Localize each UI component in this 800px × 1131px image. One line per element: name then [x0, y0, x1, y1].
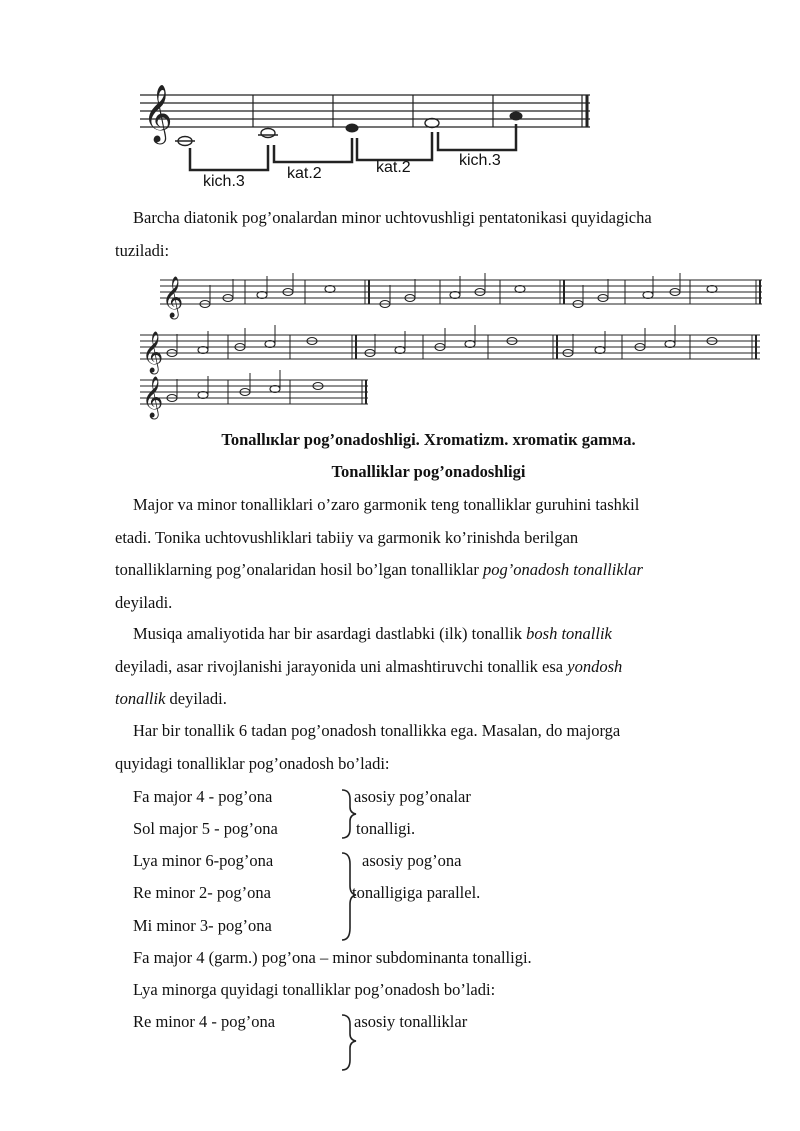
- section-heading: Tonallıкlar pog’onadoshligi. Xromatizm. xromatiк gamмa.: [221, 430, 636, 449]
- text-line: Lya minorga quyidagi tonalliklar pog’onadosh bo’ladi:: [133, 980, 496, 999]
- interval-label: kat.2: [287, 165, 322, 182]
- list-item: Sol major 5 - pog’ona: [133, 819, 278, 838]
- intro-paragraph: Barcha diatonik pog’onalardan minor uchtovushligi pentatonikasi quyidagicha tuziladi:: [115, 208, 652, 260]
- interval-label: kat.2: [376, 159, 411, 176]
- curly-brace-icon: [332, 848, 372, 948]
- list-item: Lya minor 6-pog’ona: [133, 851, 274, 870]
- paragraph-1: Major va minor tonalliklari o’zaro garmonik teng tonalliklar guruhini tashkil etadi. Tonika uchtovushliklari tabiiy va garmonik ko’rinishda berilgan tonalliklarning pog’onalaridan hosil bo’lgan tonalliklar pog’onadosh tonalliklar deyiladi.: [115, 495, 643, 612]
- list-item: Re minor 2- pog’ona: [133, 883, 271, 902]
- svg-text:𝄞: 𝄞: [142, 332, 164, 373]
- svg-text:𝄞: 𝄞: [162, 277, 184, 318]
- interval-label: kich.3: [459, 152, 501, 169]
- brace-note: asosiy pog’ona: [362, 851, 462, 870]
- paragraph-2: Musiqa amaliyotida har bir asardagi dastlabki (ilk) tonallik bosh tonallik deyiladi, asar rivojlanishi jarayonida uni almashtiruvchi tonallik esa yondosh tonallik deyiladi.: [115, 624, 623, 708]
- brace-note: asosiy pog’onalar: [354, 787, 471, 806]
- list-item: Mi minor 3- pog’ona: [133, 916, 272, 935]
- list-item: Re minor 4 - pog’ona: [133, 1012, 276, 1031]
- svg-text:𝄞: 𝄞: [142, 377, 164, 418]
- curly-brace-icon: [332, 785, 372, 845]
- section-subheading: Tonalliklar pog’onadoshligi: [331, 462, 526, 481]
- brace-note: tonalligi.: [356, 819, 416, 838]
- paragraph-3: Har bir tonallik 6 tadan pog’onadosh tonallikka ega. Masalan, do majorga quyidagi tonalliklar pog’onadosh bo’ladi:: [115, 721, 621, 773]
- brace-note: tonalligiga parallel.: [352, 883, 481, 902]
- music-staff-pentatonic: [0, 265, 800, 435]
- text-line: Fa major 4 (garm.) pog’ona – minor subdominanta tonalligi.: [133, 948, 532, 967]
- svg-text:𝄞: 𝄞: [143, 84, 173, 142]
- interval-label: kich.3: [203, 173, 245, 190]
- list-item: Fa major 4 - pog’ona: [133, 787, 273, 806]
- curly-brace-icon: [332, 1010, 372, 1080]
- brace-note: asosiy tonalliklar: [354, 1012, 468, 1031]
